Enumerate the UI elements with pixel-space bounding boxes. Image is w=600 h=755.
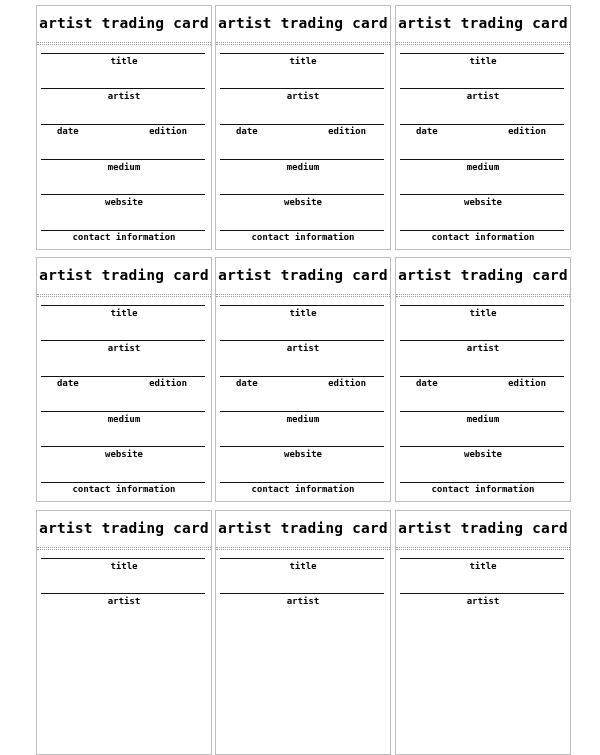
date-label: date bbox=[416, 379, 438, 389]
website-line bbox=[220, 446, 384, 447]
website-line bbox=[400, 194, 564, 195]
date-edition-line bbox=[41, 124, 205, 125]
date-edition-line bbox=[220, 124, 384, 125]
contact-label: contact information bbox=[72, 233, 176, 243]
artist-label: artist bbox=[107, 344, 141, 354]
trading-card bbox=[215, 257, 391, 502]
artist-line bbox=[220, 88, 384, 89]
date-label: date bbox=[236, 379, 258, 389]
title-line bbox=[41, 53, 205, 54]
title-label: title bbox=[110, 562, 138, 572]
edition-label: edition bbox=[149, 127, 187, 137]
edition-label: edition bbox=[328, 379, 366, 389]
medium-label: medium bbox=[466, 415, 500, 425]
contact-line bbox=[220, 482, 384, 483]
title-line bbox=[220, 53, 384, 54]
medium-line bbox=[400, 411, 564, 412]
website-label: website bbox=[105, 450, 143, 460]
card-heading: artist trading card bbox=[39, 268, 209, 284]
heading-divider bbox=[37, 294, 211, 297]
date-edition-line bbox=[400, 124, 564, 125]
card-heading: artist trading card bbox=[39, 521, 209, 537]
edition-label: edition bbox=[508, 127, 546, 137]
artist-line bbox=[400, 340, 564, 341]
edition-label: edition bbox=[149, 379, 187, 389]
artist-label: artist bbox=[286, 92, 320, 102]
title-label: title bbox=[110, 309, 138, 319]
artist-line bbox=[400, 88, 564, 89]
medium-line bbox=[41, 159, 205, 160]
heading-divider bbox=[216, 42, 390, 45]
title-line bbox=[41, 558, 205, 559]
card-heading: artist trading card bbox=[398, 521, 568, 537]
title-label: title bbox=[289, 562, 317, 572]
heading-divider bbox=[396, 547, 570, 550]
website-label: website bbox=[284, 450, 322, 460]
card-heading: artist trading card bbox=[218, 268, 388, 284]
website-label: website bbox=[464, 450, 502, 460]
card-heading: artist trading card bbox=[398, 268, 568, 284]
medium-label: medium bbox=[286, 415, 320, 425]
medium-line bbox=[41, 411, 205, 412]
website-line bbox=[220, 194, 384, 195]
title-line bbox=[400, 53, 564, 54]
artist-label: artist bbox=[466, 344, 500, 354]
contact-label: contact information bbox=[251, 485, 355, 495]
title-line bbox=[220, 305, 384, 306]
trading-card bbox=[215, 5, 391, 250]
trading-card bbox=[395, 5, 571, 250]
medium-label: medium bbox=[107, 163, 141, 173]
website-line bbox=[400, 446, 564, 447]
artist-label: artist bbox=[466, 597, 500, 607]
artist-line bbox=[220, 340, 384, 341]
medium-line bbox=[220, 159, 384, 160]
date-label: date bbox=[57, 127, 79, 137]
date-label: date bbox=[416, 127, 438, 137]
medium-label: medium bbox=[107, 415, 141, 425]
title-line bbox=[41, 305, 205, 306]
artist-label: artist bbox=[286, 597, 320, 607]
heading-divider bbox=[216, 294, 390, 297]
title-label: title bbox=[469, 562, 497, 572]
title-label: title bbox=[469, 57, 497, 67]
date-label: date bbox=[236, 127, 258, 137]
title-label: title bbox=[289, 309, 317, 319]
contact-label: contact information bbox=[431, 233, 535, 243]
title-line bbox=[400, 558, 564, 559]
artist-line bbox=[400, 593, 564, 594]
trading-card bbox=[36, 5, 212, 250]
trading-card bbox=[215, 510, 391, 755]
artist-label: artist bbox=[286, 344, 320, 354]
heading-divider bbox=[396, 42, 570, 45]
contact-line bbox=[400, 230, 564, 231]
title-label: title bbox=[469, 309, 497, 319]
edition-label: edition bbox=[328, 127, 366, 137]
heading-divider bbox=[396, 294, 570, 297]
medium-line bbox=[400, 159, 564, 160]
artist-line bbox=[41, 88, 205, 89]
trading-card bbox=[395, 257, 571, 502]
title-line bbox=[220, 558, 384, 559]
title-line bbox=[400, 305, 564, 306]
website-line bbox=[41, 194, 205, 195]
date-edition-line bbox=[400, 376, 564, 377]
heading-divider bbox=[37, 547, 211, 550]
artist-label: artist bbox=[466, 92, 500, 102]
artist-line bbox=[220, 593, 384, 594]
date-edition-line bbox=[41, 376, 205, 377]
website-label: website bbox=[105, 198, 143, 208]
website-line bbox=[41, 446, 205, 447]
heading-divider bbox=[37, 42, 211, 45]
card-heading: artist trading card bbox=[218, 16, 388, 32]
contact-line bbox=[400, 482, 564, 483]
medium-label: medium bbox=[466, 163, 500, 173]
contact-line bbox=[41, 482, 205, 483]
contact-label: contact information bbox=[72, 485, 176, 495]
title-label: title bbox=[110, 57, 138, 67]
card-heading: artist trading card bbox=[218, 521, 388, 537]
heading-divider bbox=[216, 547, 390, 550]
artist-label: artist bbox=[107, 92, 141, 102]
date-label: date bbox=[57, 379, 79, 389]
medium-line bbox=[220, 411, 384, 412]
title-label: title bbox=[289, 57, 317, 67]
contact-line bbox=[220, 230, 384, 231]
contact-label: contact information bbox=[251, 233, 355, 243]
contact-label: contact information bbox=[431, 485, 535, 495]
date-edition-line bbox=[220, 376, 384, 377]
trading-card bbox=[36, 510, 212, 755]
website-label: website bbox=[464, 198, 502, 208]
artist-line bbox=[41, 340, 205, 341]
edition-label: edition bbox=[508, 379, 546, 389]
card-heading: artist trading card bbox=[398, 16, 568, 32]
contact-line bbox=[41, 230, 205, 231]
website-label: website bbox=[284, 198, 322, 208]
medium-label: medium bbox=[286, 163, 320, 173]
artist-label: artist bbox=[107, 597, 141, 607]
card-heading: artist trading card bbox=[39, 16, 209, 32]
artist-line bbox=[41, 593, 205, 594]
trading-card bbox=[36, 257, 212, 502]
trading-card bbox=[395, 510, 571, 755]
